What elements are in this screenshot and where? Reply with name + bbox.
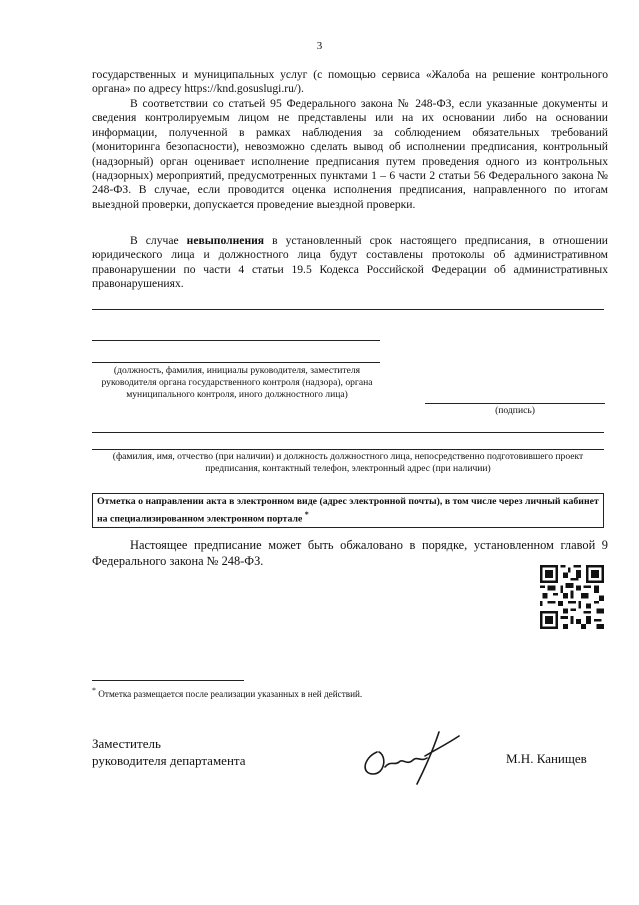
signatory-name: М.Н. Канищев — [506, 751, 587, 766]
bold-term: невыполнения — [186, 234, 265, 247]
paragraph-non-compliance: В случае невыполнения в установленный срок настоящего предписания, в отношении юридического лица и должностного лица будут составлены протоколы об административном правонарушении по части 4 статьи 19.5 Кодекса Российской Федерации об административных правонарушениях. — [92, 234, 608, 291]
page-number: 3 — [316, 40, 323, 52]
signatory-title: Заместитель руководителя департамента — [92, 736, 246, 768]
electronic-delivery-note: Отметка о направлении акта в электронном виде (адрес электронной почты), в том числе через личный кабинет на специализированном электронном портале * — [92, 493, 604, 528]
preparer-caption: (фамилия, имя, отчество (при наличии) и должность должностного лица, непосредственно подготовившего проект предписания, контактный телефон, электронный адрес (при наличии) — [112, 451, 584, 474]
signature-line — [425, 403, 605, 404]
signature-caption: (подпись) — [495, 405, 535, 416]
footnote-separator — [92, 680, 244, 681]
blank-line-2 — [92, 340, 380, 341]
paragraph-complaint-service: государственных и муниципальных услуг (с помощью сервиса «Жалоба на решение контрольного органа» по адресу https://knd.gosuslugi.ru/). — [92, 68, 608, 96]
appeal-paragraph: Настоящее предписание может быть обжаловано в порядке, установленном главой 9 Федерального закона № 248-ФЗ. — [92, 538, 608, 568]
paragraph-article-95: В соответствии со статьей 95 Федерального закона № 248-ФЗ, если указанные документы и сведения контролируемым лицом не представлены или на их основании либо на основании информации, полученной в рамках наблюдения за соблюдением обязательных требований (мониторинга безопасности), невозможно сделать вывод об исполнении предписания, контрольный (надзорный) орган оценивает исполнение предписания путем проведения одного из контрольных (надзорных) мероприятий, предусмотренных пунктами 1 – 6 части 2 статьи 56 Федерального закона № 248-ФЗ. В случае, если проводится оценка исполнения предписания, направленного по итогам выездной проверки, допускается проведение выездной проверки. — [92, 97, 608, 211]
blank-line-3 — [92, 362, 380, 363]
official-caption: (должность, фамилия, инициалы руководителя, заместителя руководителя органа государственного контроля (надзора), органа муниципального контроля, иного должностного лица) — [101, 365, 373, 400]
blank-line-5 — [92, 449, 604, 450]
qr-code — [540, 565, 604, 629]
handwritten-signature — [355, 722, 475, 792]
footnote: * Отметка размещается после реализации указанных в ней действий. — [92, 686, 363, 700]
blank-line-4 — [92, 432, 604, 433]
blank-line-1 — [92, 309, 604, 310]
